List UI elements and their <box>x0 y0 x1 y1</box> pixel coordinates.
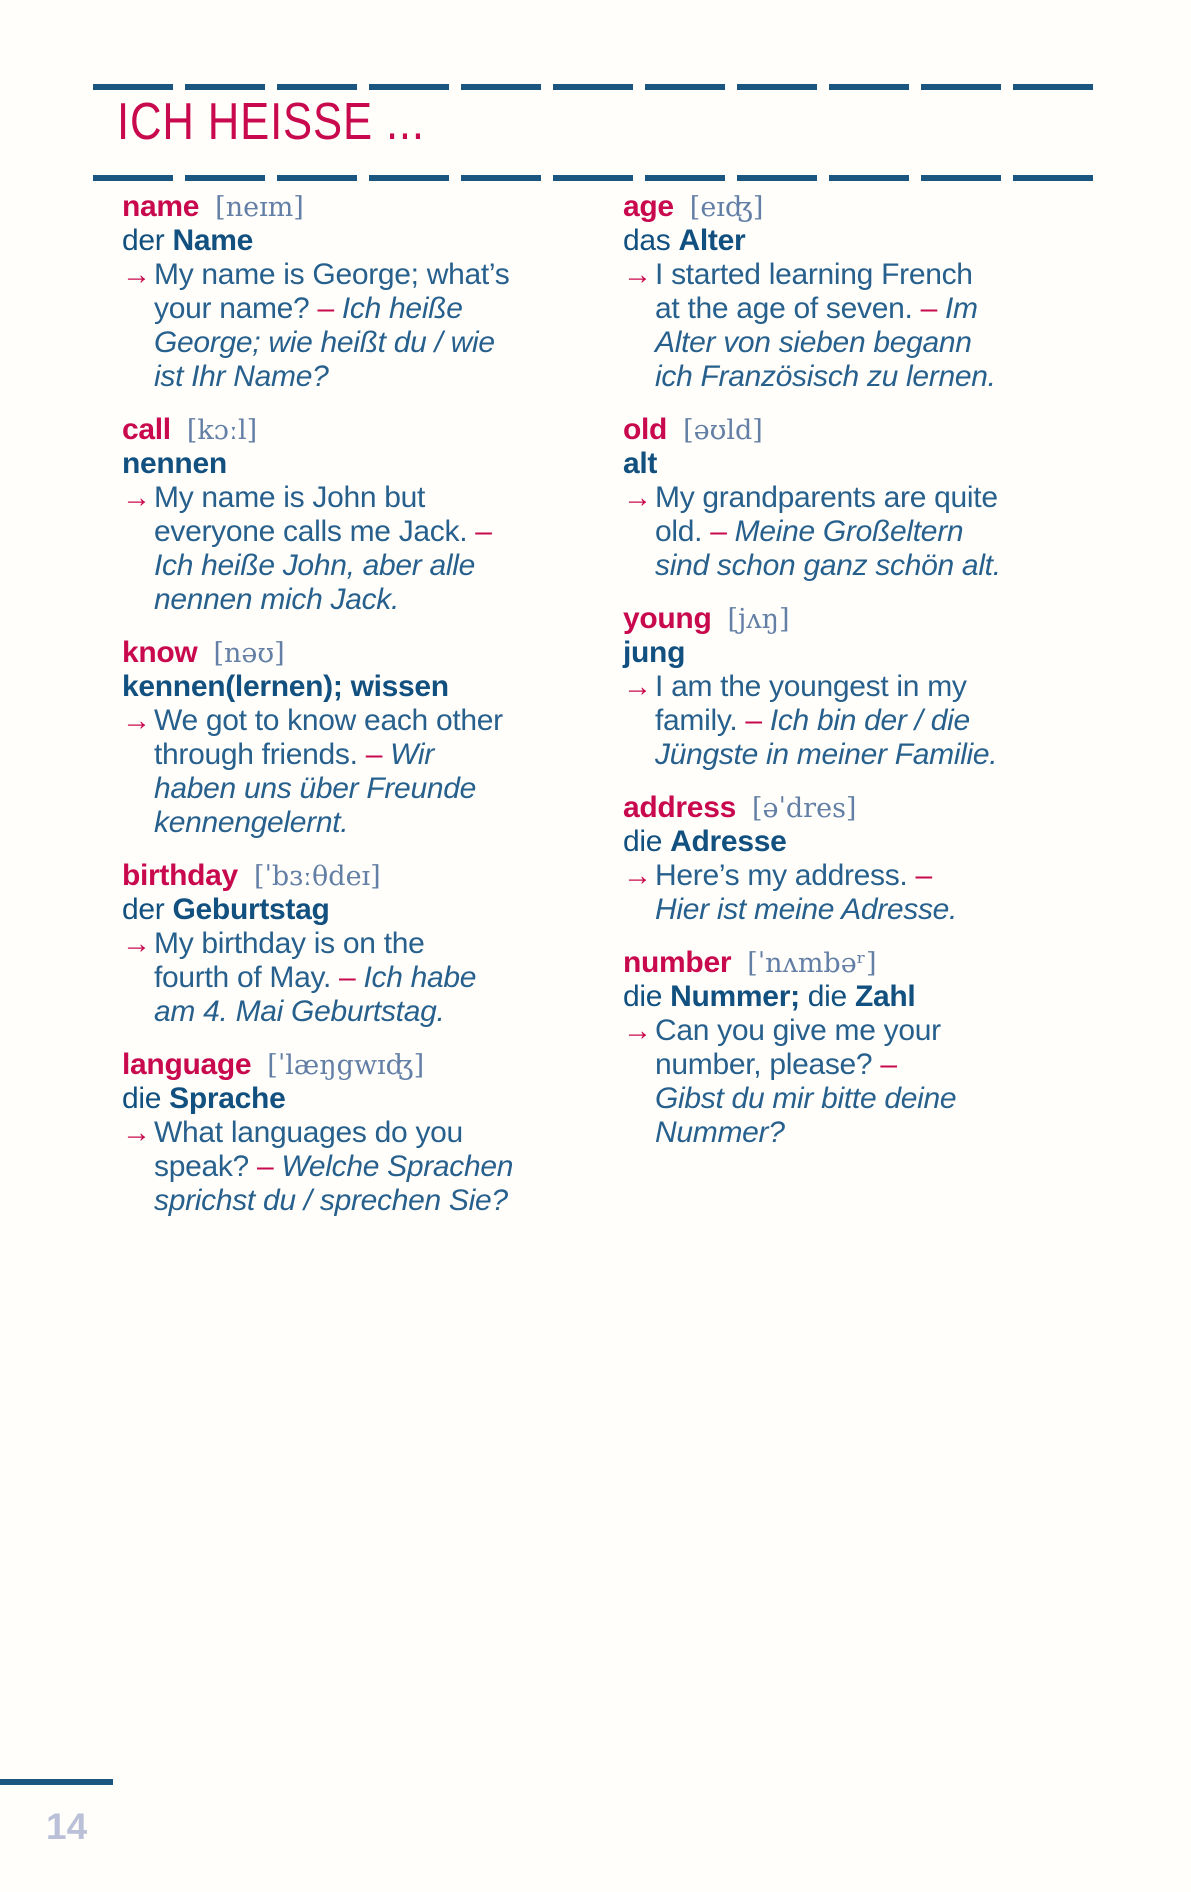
entry-head-line <box>122 190 623 224</box>
example-line <box>154 772 623 806</box>
example-segment-dash: – <box>365 738 391 771</box>
example-segment-dash: – <box>880 1048 897 1081</box>
example-segment-de: sprichst du / sprechen Sie? <box>154 1184 508 1217</box>
entry-example <box>122 1116 623 1218</box>
example-segment-de: Nummer? <box>655 1116 785 1149</box>
example-segment-dash: – <box>710 515 735 548</box>
arrow-icon: → <box>623 482 652 514</box>
entry-translation <box>623 980 1091 1014</box>
entry-example <box>122 927 623 1029</box>
entry-headword: language <box>122 1048 252 1081</box>
arrow-icon: → <box>122 1117 151 1149</box>
example-segment-dash: – <box>745 704 770 737</box>
example-segment-en: number, please? <box>655 1048 881 1081</box>
translation-term: Adresse <box>670 825 787 858</box>
example-segment-de: Ich habe <box>363 961 477 994</box>
entry-translation <box>122 670 623 704</box>
example-line <box>154 1116 623 1150</box>
arrow-icon: → <box>122 482 151 514</box>
entry-headword: old <box>623 413 668 446</box>
footer-rule <box>0 1779 113 1785</box>
translation-article: der <box>122 893 173 926</box>
example-segment-en: My name is John but <box>154 481 426 514</box>
example-line <box>655 1048 1091 1082</box>
example-line <box>154 1150 623 1184</box>
example-segment-de: Jüngste in meiner Familie. <box>655 738 998 771</box>
example-line <box>154 995 623 1029</box>
vocab-entry <box>623 602 1091 772</box>
example-line <box>154 806 623 840</box>
entry-head-line <box>623 946 1091 980</box>
example-segment-de: ich Französisch zu lernen. <box>655 360 996 393</box>
example-segment-en: What languages do you <box>154 1116 463 1149</box>
example-segment-de: kennengelernt. <box>154 806 349 839</box>
entry-ipa: [neɪm] <box>215 192 304 223</box>
example-lines <box>154 481 623 617</box>
entry-head-line <box>122 859 623 893</box>
example-segment-de: am 4. Mai Geburtstag. <box>154 995 445 1028</box>
entry-ipa: [ˈlæŋgwɪʤ] <box>267 1050 425 1081</box>
example-lines <box>154 1116 623 1218</box>
translation-term: Alter <box>678 224 746 257</box>
entry-head-line <box>122 636 623 670</box>
entry-example <box>122 481 623 617</box>
example-segment-de: Ich heiße <box>341 292 463 325</box>
example-segment-en: speak? <box>154 1150 257 1183</box>
example-segment-en: My grandparents are quite <box>655 481 998 514</box>
example-line <box>655 670 1091 704</box>
entry-translation <box>122 893 623 927</box>
example-line <box>655 1014 1091 1048</box>
example-line <box>655 1116 1091 1150</box>
example-line <box>154 1184 623 1218</box>
example-line <box>655 1082 1091 1116</box>
example-line <box>655 515 1091 549</box>
vocab-entry <box>623 791 1091 927</box>
entry-translation <box>122 224 623 258</box>
example-segment-en: at the age of seven. <box>655 292 921 325</box>
example-segment-dash: – <box>915 859 932 892</box>
example-line <box>154 961 623 995</box>
example-line <box>655 704 1091 738</box>
vocab-entry <box>122 413 623 617</box>
example-line <box>655 326 1091 360</box>
entry-headword: birthday <box>122 859 238 892</box>
vocab-entry <box>122 190 623 394</box>
entry-ipa: [eɪʤ] <box>689 192 764 223</box>
example-line <box>154 704 623 738</box>
entry-example <box>623 1014 1091 1150</box>
entry-headword: age <box>623 190 674 223</box>
entry-head-line <box>623 602 1091 636</box>
example-line <box>655 738 1091 772</box>
example-segment-de: haben uns über Freunde <box>154 772 476 805</box>
example-lines <box>154 258 623 394</box>
vocab-entry <box>623 413 1091 583</box>
entry-headword: know <box>122 636 198 669</box>
example-segment-de: Wir <box>390 738 434 771</box>
example-lines <box>154 704 623 840</box>
entry-headword: address <box>623 791 736 824</box>
example-segment-dash: – <box>256 1150 282 1183</box>
entry-example <box>623 258 1091 394</box>
example-segment-en: We got to know each other <box>154 704 503 737</box>
entry-example <box>623 859 1091 927</box>
example-lines <box>154 927 623 1029</box>
entry-head-line <box>122 1048 623 1082</box>
example-segment-dash: – <box>475 515 492 548</box>
page-title: ICH HEISSE ... <box>117 93 425 151</box>
example-line <box>154 326 623 360</box>
example-line <box>655 893 1091 927</box>
example-segment-en: through friends. <box>154 738 366 771</box>
translation-term: nennen <box>122 447 227 480</box>
example-segment-en: everyone calls me Jack. <box>154 515 476 548</box>
entry-ipa: [ˈbɜːθdeɪ] <box>253 861 381 892</box>
translation-term: Nummer; <box>670 980 800 1013</box>
example-line <box>655 859 1091 893</box>
example-segment-en: I started learning French <box>655 258 973 291</box>
example-line <box>154 583 623 617</box>
example-segment-en: My birthday is on the <box>154 927 425 960</box>
dashed-rule-bottom <box>93 175 1103 181</box>
example-segment-dash: – <box>339 961 364 994</box>
vocab-entry <box>623 190 1091 394</box>
entry-head-line <box>623 791 1091 825</box>
arrow-icon: → <box>122 259 151 291</box>
dashed-rule-top <box>93 84 1103 90</box>
example-segment-de: Ich bin der / die <box>769 704 970 737</box>
example-lines <box>655 670 1091 772</box>
translation-article: die <box>623 980 671 1013</box>
translation-article: die <box>122 1082 170 1115</box>
vocab-column-right <box>623 190 1091 1237</box>
vocab-entry <box>122 859 623 1029</box>
entry-ipa: [nəʊ] <box>213 638 285 669</box>
entry-head-line <box>122 413 623 447</box>
translation-term: jung <box>623 636 686 669</box>
arrow-icon: → <box>122 705 151 737</box>
example-line <box>655 481 1091 515</box>
translation-article: der <box>122 224 173 257</box>
example-segment-de: Hier ist meine Adresse. <box>655 893 958 926</box>
example-line <box>655 258 1091 292</box>
translation-article: das <box>623 224 679 257</box>
example-line <box>154 258 623 292</box>
vocab-column-left <box>122 190 623 1237</box>
example-segment-en: Can you give me your <box>655 1014 941 1047</box>
example-line <box>154 927 623 961</box>
translation-term: Geburtstag <box>172 893 330 926</box>
example-segment-en: Here’s my address. <box>655 859 916 892</box>
example-line <box>154 738 623 772</box>
translation-term: Sprache <box>169 1082 286 1115</box>
translation-term: Name <box>172 224 254 257</box>
arrow-icon: → <box>623 860 652 892</box>
entry-example <box>122 258 623 394</box>
example-segment-en: I am the youngest in my <box>655 670 967 703</box>
arrow-icon: → <box>623 671 652 703</box>
example-lines <box>655 1014 1091 1150</box>
example-lines <box>655 481 1091 583</box>
entry-translation <box>122 1082 623 1116</box>
entry-head-line <box>623 190 1091 224</box>
entry-ipa: [əˈdres] <box>751 793 857 824</box>
translation-term: Zahl <box>854 980 916 1013</box>
vocab-entry <box>122 636 623 840</box>
example-segment-de: Gibst du mir bitte deine <box>655 1082 957 1115</box>
example-line <box>655 360 1091 394</box>
entry-headword: number <box>623 946 732 979</box>
entry-example <box>623 670 1091 772</box>
entry-headword: call <box>122 413 171 446</box>
entry-example <box>122 704 623 840</box>
arrow-icon: → <box>623 1015 652 1047</box>
example-segment-de: Meine Großeltern <box>734 515 964 548</box>
vocab-entry <box>623 946 1091 1150</box>
entry-head-line <box>623 413 1091 447</box>
translation-term: kennen(lernen); wissen <box>122 670 449 703</box>
entry-ipa: [əʊld] <box>683 415 763 446</box>
entry-ipa: [kɔːl] <box>186 415 258 446</box>
entry-headword: young <box>623 602 712 635</box>
entry-ipa: [jʌŋ] <box>727 604 790 635</box>
example-lines <box>655 859 1091 927</box>
translation-article: die <box>623 825 671 858</box>
entry-ipa: [ˈnʌmbəʳ] <box>747 948 877 979</box>
example-line <box>655 292 1091 326</box>
example-line <box>154 292 623 326</box>
arrow-icon: → <box>623 259 652 291</box>
entry-headword: name <box>122 190 200 223</box>
example-line <box>655 549 1091 583</box>
entry-translation <box>623 825 1091 859</box>
example-line <box>154 481 623 515</box>
example-segment-en: family. <box>655 704 746 737</box>
example-segment-dash: – <box>317 292 342 325</box>
page-number: 14 <box>46 1806 88 1847</box>
entry-translation <box>623 224 1091 258</box>
vocab-entry <box>122 1048 623 1218</box>
example-segment-en: fourth of May. <box>154 961 340 994</box>
example-segment-de: Welche Sprachen <box>281 1150 514 1183</box>
entry-example <box>623 481 1091 583</box>
translation-article: die <box>799 980 855 1013</box>
example-segment-en: your name? <box>154 292 318 325</box>
example-segment-de: Im <box>944 292 978 325</box>
example-segment-de: George; wie heißt du / wie <box>154 326 495 359</box>
example-segment-en: old. <box>655 515 711 548</box>
example-line <box>154 549 623 583</box>
example-lines <box>655 258 1091 394</box>
entry-translation <box>122 447 623 481</box>
example-segment-dash: – <box>920 292 945 325</box>
entry-translation <box>623 636 1091 670</box>
example-segment-de: ist Ihr Name? <box>154 360 329 393</box>
entry-translation <box>623 447 1091 481</box>
example-segment-de: Alter von sieben begann <box>655 326 972 359</box>
example-segment-de: nennen mich Jack. <box>154 583 400 616</box>
example-line <box>154 360 623 394</box>
arrow-icon: → <box>122 928 151 960</box>
example-segment-de: sind schon ganz schön alt. <box>655 549 1001 582</box>
example-segment-en: My name is George; what’s <box>154 258 510 291</box>
translation-term: alt <box>623 447 658 480</box>
example-line <box>154 515 623 549</box>
example-segment-de: Ich heiße John, aber alle <box>154 549 476 582</box>
vocab-columns <box>122 190 1091 1237</box>
